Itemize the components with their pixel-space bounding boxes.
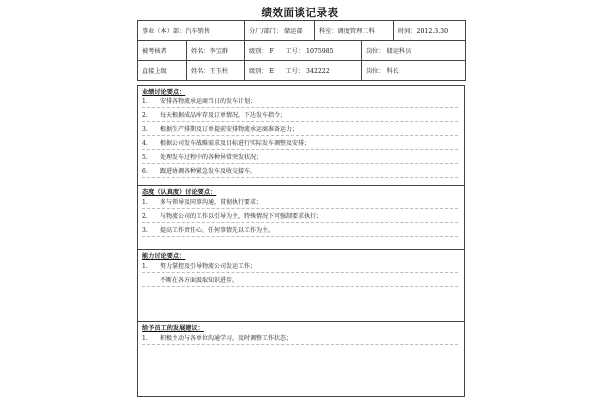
list-item: 2. 每天根据成品库存及订单情况，下达发车指令；: [142, 111, 458, 122]
list-item: 1. 安排各物流承运商当日的发车计划；: [142, 97, 458, 108]
ability-section: [138, 249, 464, 320]
supervisor-post-cell: 岗位： 科长: [362, 61, 466, 81]
list-item: 3. 提高工作责任心，任何事情先以工作为主。: [142, 226, 458, 237]
employee-role-cell: 被考核者: [138, 41, 187, 61]
employee-id-cell: 工号： 1075985: [282, 41, 362, 61]
info-row-department: [138, 21, 466, 41]
discussion-sections: [137, 85, 465, 397]
attitude-section-title: 态度（认真度）讨论要点：: [142, 189, 217, 196]
list-item: 4. 根据公司发车战略需求及目标进行实际发车调整及安排；: [142, 139, 458, 150]
division-cell: 事业（本）部：汽车销售: [138, 21, 245, 41]
employee-name-cell: 姓名：李宝群: [187, 41, 245, 61]
list-item: 5. 处理发车过程中的各种异常突发状况；: [142, 153, 458, 164]
info-table: [137, 20, 466, 81]
employee-level-cell: 级别： F: [245, 41, 282, 61]
performance-section-title: 业绩讨论要点：: [142, 89, 186, 96]
list-item: 1. 努力掌控及引导物流公司发运工作；: [142, 262, 458, 273]
supervisor-id-cell: 工号： 342222: [282, 61, 362, 81]
list-item: 1. 多与领导及同事沟通，贯彻执行要求；: [142, 198, 458, 209]
info-row-supervisor: [138, 61, 466, 81]
list-item: 不断在各方面汲取知识进步。: [142, 276, 458, 287]
info-row-employee: [138, 41, 466, 61]
date-cell: 时间：2012.3.30: [394, 21, 466, 41]
list-item: 3. 根据生产排期及订单提前安排物流承运商准备运力；: [142, 125, 458, 136]
form-title: 绩效面谈记录表: [261, 7, 339, 19]
list-item: 2. 与物流公司的工作以引导为主，特殊情况下可强制要求执行；: [142, 212, 458, 223]
development-section: [138, 321, 464, 398]
development-section-title: 给予员工的发展建议：: [142, 325, 204, 332]
performance-section: [138, 85, 464, 183]
supervisor-name-cell: 姓名：王玉柱: [187, 61, 245, 81]
list-item: 6. 跟进协调各种紧急发车及收交接车。: [142, 167, 458, 178]
employee-post-cell: 岗位： 储运科员: [362, 41, 466, 61]
list-item: 1. 积极主动与各单位沟通学习，及时调整工作状态；: [142, 334, 458, 345]
supervisor-role-cell: 直接上级: [138, 61, 187, 81]
department-cell: 分厂/部门： 储运部: [245, 21, 315, 41]
supervisor-level-cell: 级别： E: [245, 61, 282, 81]
ability-section-title: 能力讨论要点：: [142, 253, 186, 260]
section-cell: 科室：调度管理二科: [315, 21, 394, 41]
